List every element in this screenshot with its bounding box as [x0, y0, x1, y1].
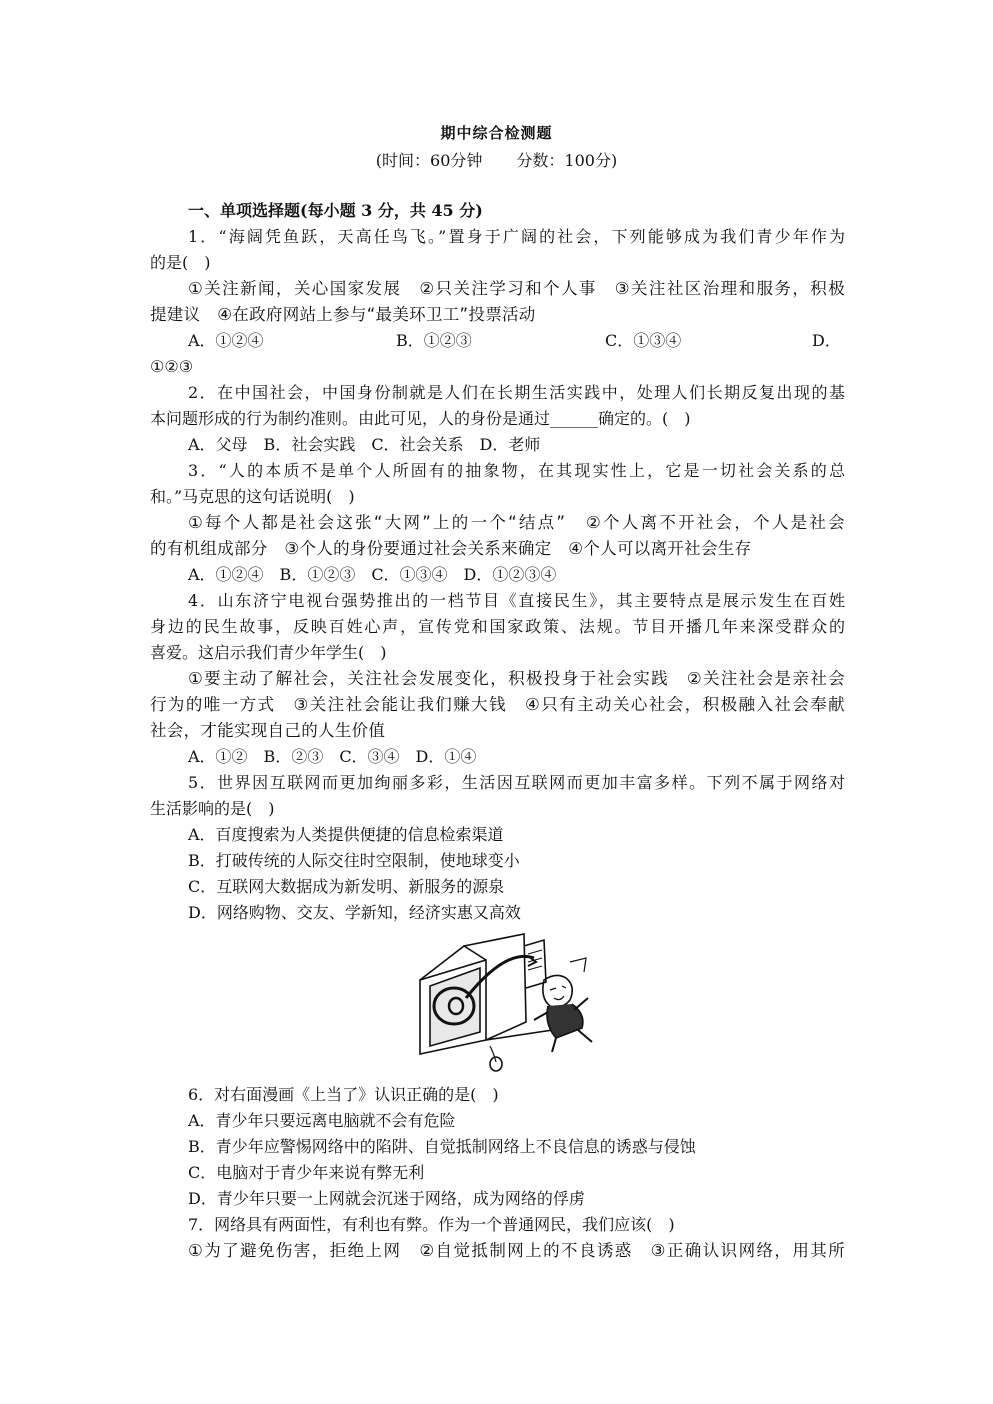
- cartoon-illustration: [416, 928, 602, 1072]
- time-limit: (时间：60分钟: [375, 151, 483, 170]
- q5-stem-line2: 生活影响的是( ): [150, 799, 275, 818]
- kid-body: [547, 1004, 583, 1038]
- q7-items-line1: ①为了避免伤害，拒绝上网 ②自觉抵制网上的不良诱惑 ③正确认识网络，用其所: [188, 1241, 845, 1260]
- q7-stem: 7．网络具有两面性，有利也有弊。作为一个普通网民，我们应该( ): [188, 1215, 675, 1234]
- q1-stem-line2: 的是( ): [150, 253, 211, 272]
- q3-stem-line2: 和。”马克思的这句话说明( ): [150, 487, 355, 506]
- q6-option-b: B．青少年应警惕网络中的陷阱、自觉抵制网络上不良信息的诱惑与侵蚀: [188, 1137, 696, 1156]
- q6-option-d: D．青少年只要一上网就会沉迷于网络，成为网络的俘虏: [188, 1189, 585, 1208]
- q1-option-c: C．①③④: [605, 331, 682, 350]
- q5-option-a: A．百度搜索为人类提供便捷的信息检索渠道: [188, 825, 504, 844]
- q2-stem-line1: 2．在中国社会，中国身份制就是人们在长期生活实践中，处理人们长期反复出现的基: [188, 383, 845, 402]
- q5-option-d: D．网络购物、交友、学新知，经济实惠又高效: [188, 903, 521, 922]
- total-score: 分数：100分): [516, 151, 618, 170]
- q3-items-line1: ①每个人都是社会这张“大网”上的一个“结点” ②个人离不开社会，个人是社会: [188, 513, 845, 532]
- q5-stem-line1: 5．世界因互联网而更加绚丽多彩，生活因互联网而更加丰富多样。下列不属于网络对: [188, 773, 845, 792]
- q5-option-c: C．互联网大数据成为新发明、新服务的源泉: [188, 877, 505, 896]
- q4-options: A．①② B．②③ C．③④ D．①④: [188, 747, 477, 766]
- q4-stem-line1: 4．山东济宁电视台强势推出的一档节目《直接民生》，其主要特点是展示发生在百姓: [188, 591, 845, 610]
- q1-items-line1: ①关注新闻，关心国家发展 ②只关注学习和个人事 ③关注社区治理和服务，积极: [188, 279, 845, 298]
- q3-stem-line1: 3．“人的本质不是单个人所固有的抽象物，在其现实性上，它是一切社会关系的总: [188, 461, 845, 480]
- q4-stem-line3: 喜爱。这启示我们青少年学生( ): [150, 643, 387, 662]
- q6-stem: 6．对右面漫画《上当了》认识正确的是( ): [188, 1085, 499, 1104]
- q6-option-c: C．电脑对于青少年来说有弊无利: [188, 1163, 425, 1182]
- q1-items-line2: 提建议 ④在政府网站上参与“最美环卫工”投票活动: [150, 305, 536, 324]
- q5-option-b: B．打破传统的人际交往时空限制，使地球变小: [188, 851, 520, 870]
- q1-option-d: D．: [812, 331, 841, 350]
- q4-items-line2: 行为的唯一方式 ③关注社会能让我们赚大钱 ④只有主动关心社会，积极融入社会奉献: [150, 695, 845, 714]
- q4-stem-line2: 身边的民生故事，反映百姓心声，宣传党和国家政策、法规。节目开播几年来深受群众的: [150, 617, 845, 636]
- section-heading: 一、单项选择题(每小题 3 分，共 45 分): [188, 201, 483, 220]
- page-title: 期中综合检测题: [440, 124, 553, 142]
- computer-tower: [524, 940, 546, 988]
- q3-options: A．①②④ B．①②③ C．①③④ D．①②③④: [188, 565, 557, 584]
- q1-option-a: A．①②④: [188, 331, 264, 350]
- exam-info: [0, 148, 993, 171]
- q4-items-line3: 社会，才能实现自己的人生价值: [150, 721, 386, 740]
- q2-options: A．父母 B．社会实践 C．社会关系 D．老师: [188, 435, 541, 454]
- q4-items-line1: ①要主动了解社会，关注社会发展变化，积极投身于社会实践 ②关注社会是亲社会: [188, 669, 845, 688]
- q1-option-b: B．①②③: [396, 331, 472, 350]
- mouse-icon: [490, 1057, 502, 1071]
- q6-option-a: A．青少年只要远离电脑就不会有危险: [188, 1111, 456, 1130]
- q1-option-d-wrap: ①②③: [150, 357, 194, 376]
- q1-stem-line1: 1．“海阔凭鱼跃，天高任鸟飞。”置身于广阔的社会，下列能够成为我们青少年作为: [188, 227, 845, 246]
- q2-stem-line2: 本问题形成的行为制约准则。由此可见，人的身份是通过______确定的。( ): [150, 409, 691, 428]
- q3-items-line2: 的有机组成部分 ③个人的身份要通过社会关系来确定 ④个人可以离开社会生存: [150, 539, 752, 558]
- kid-head: [543, 975, 572, 1007]
